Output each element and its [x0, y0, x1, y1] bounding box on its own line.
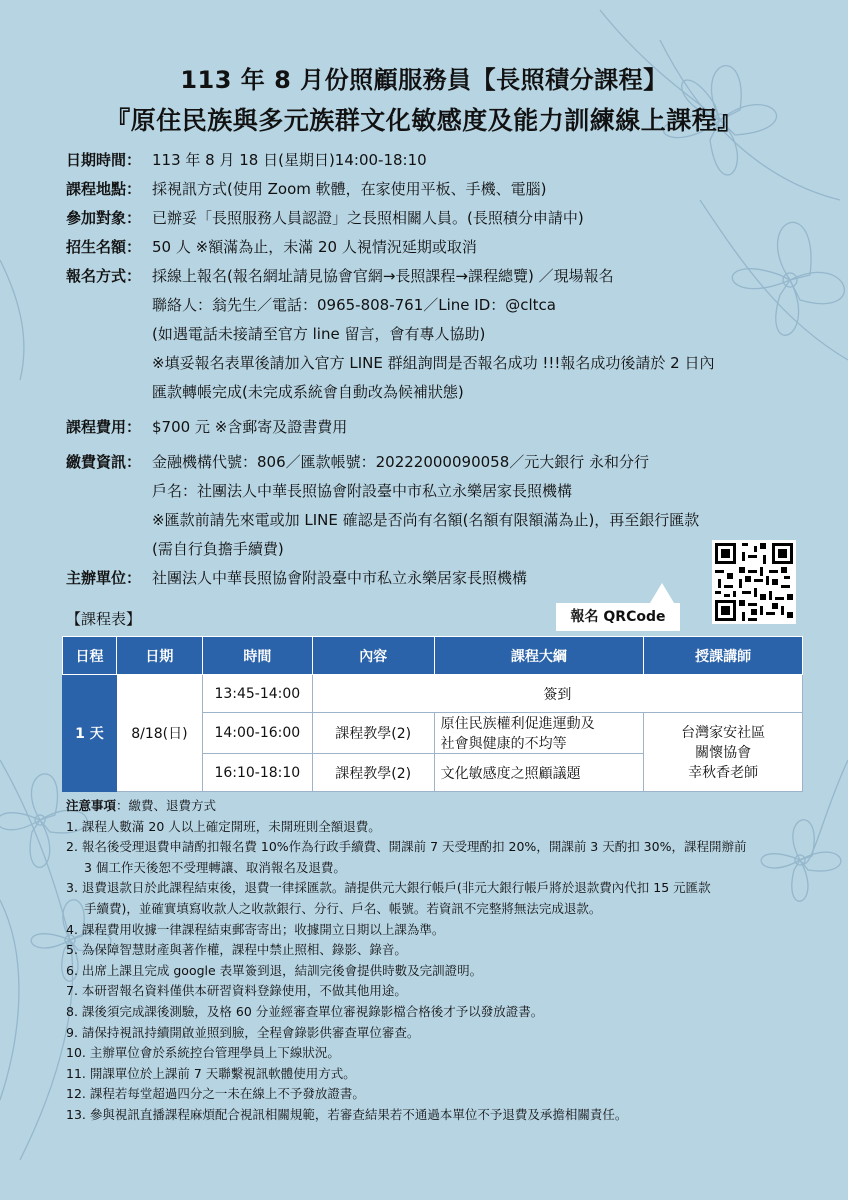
- list-item-continued: 手續費)，並確實填寫收款人之收款銀行、分行、戶名、帳號。若資訊不完整將無法完成退款。: [84, 900, 602, 916]
- schedule-title: 【課程表】: [66, 610, 142, 628]
- info-location-value: 採視訊方式(使用 Zoom 軟體，在家使用平板、手機、電腦): [152, 180, 547, 198]
- qr-code-image[interactable]: [712, 540, 796, 624]
- info-audience-label: 參加對象：: [66, 209, 142, 227]
- info-signup-payment-deadline: 匯款轉帳完成(未完成系統會自動改為候補狀態): [152, 383, 464, 401]
- header-content: 內容: [312, 637, 434, 675]
- schedule-time-cell: 13:45-14:00: [202, 675, 312, 713]
- schedule-content-cell: 課程教學(2): [312, 713, 434, 754]
- title-line-1: 113 年 8 月份照顧服務員【長照積分課程】: [180, 66, 668, 94]
- info-payment-label: 繳費資訊：: [66, 453, 142, 471]
- info-quota-label: 招生名額：: [66, 238, 142, 256]
- schedule-content-cell: 課程教學(2): [312, 754, 434, 792]
- schedule-header-row: [63, 637, 803, 675]
- info-signup-label: 報名方式：: [66, 267, 142, 285]
- info-date-value: 113 年 8 月 18 日(星期日)14:00-18:10: [152, 151, 427, 169]
- schedule-table: [62, 636, 803, 792]
- title-line-2: 『原住民族與多元族群文化敏感度及能力訓練線上課程』: [105, 106, 743, 135]
- list-item: 7. 本研習報名資料僅供本研習資料登錄使用，不做其他用途。: [66, 983, 407, 999]
- list-item: 5. 為保障智慧財產與著作權，課程中禁止照相、錄影、錄音。: [66, 942, 407, 958]
- notes-heading: 注意事項：繳費、退費方式: [66, 798, 217, 813]
- list-item: 9. 請保持視訊持續開啟並照到臉，全程會錄影供審查單位審查。: [66, 1024, 420, 1040]
- header-date: 日期: [116, 637, 202, 675]
- list-item: 10. 主辦單位會於系統控台管理學員上下線狀況。: [66, 1045, 340, 1061]
- qr-label-pointer: [650, 583, 674, 603]
- schedule-time-cell: 16:10-18:10: [202, 754, 312, 792]
- qr-code-icon: [715, 543, 793, 621]
- schedule-time-cell: 14:00-16:00: [202, 713, 312, 754]
- info-signup-contact: 聯絡人：翁先生／電話：0965-808-761／Line ID：@cltca: [152, 296, 556, 314]
- list-item: 13. 參與視訊直播課程麻煩配合視訊相關規範，若審查結果若不通過本單位不予退費及承擔相關責任。: [66, 1106, 628, 1122]
- list-item-continued: 3 個工作天後恕不受理轉讓、取消報名及退費。: [84, 859, 346, 875]
- schedule-signin-cell: 簽到: [312, 675, 802, 713]
- list-item: 1. 課程人數滿 20 人以上確定開班，未開班則全額退費。: [66, 818, 381, 834]
- info-fee-label: 課程費用：: [66, 418, 142, 436]
- info-signup-note: (如遇電話未接請至官方 line 留言，會有專人協助): [152, 325, 486, 343]
- info-date-label: 日期時間：: [66, 151, 142, 169]
- info-payment-account-name: 戶名：社團法人中華長照協會附設臺中市私立永樂居家長照機構: [152, 482, 573, 500]
- header-teacher: 授課講師: [644, 637, 803, 675]
- qr-code-label: 報名 QRCode: [556, 603, 680, 631]
- info-signup-line1: 採線上報名(報名網址請見協會官網→長照課程→課程總覽) ／現場報名: [152, 267, 614, 285]
- info-signup-line-group: ※填妥報名表單後請加入官方 LINE 群組詢問是否報名成功 !!!報名成功後請於 2 日內: [152, 354, 715, 372]
- schedule-day-cell: 1 天: [63, 675, 117, 792]
- teacher-line: 關懷協會: [695, 745, 752, 761]
- teacher-line: 幸秋香老師: [688, 765, 759, 781]
- info-quota-value: 50 人 ※額滿為止，未滿 20 人視情況延期或取消: [152, 238, 477, 256]
- outline-line: 原住民族權利促進運動及: [440, 716, 595, 732]
- list-item: 4. 課程費用收據一律課程結束郵寄寄出；收據開立日期以上課為準。: [66, 921, 445, 937]
- schedule-outline-cell: 文化敏感度之照顧議題: [434, 754, 644, 792]
- header-time: 時間: [202, 637, 312, 675]
- info-location-label: 課程地點：: [66, 180, 142, 198]
- list-item: 8. 課後須完成課後測驗，及格 60 分並經審查單位審視錄影檔合格後才予以發放證書。: [66, 1003, 544, 1019]
- info-payment-account: 金融機構代號：806／匯款帳號：20222000090058／元大銀行 永和分行: [152, 453, 650, 471]
- schedule-teacher-cell: [644, 713, 803, 792]
- list-item: 2. 報名後受理退費申請酌扣報名費 10%作為行政手續費、開課前 7 天受理酌扣 20%，開課前 3 天酌扣 30%，課程開辦前: [66, 839, 747, 855]
- teacher-line: 台灣家安社區: [681, 725, 766, 741]
- list-item: 12. 課程若每堂超過四分之一未在線上不予發放證書。: [66, 1086, 365, 1102]
- header-outline: 課程大綱: [434, 637, 644, 675]
- list-item: 11. 開課單位於上課前 7 天聯繫視訊軟體使用方式。: [66, 1065, 356, 1081]
- table-row: [63, 675, 803, 713]
- info-payment-note: ※匯款前請先來電或加 LINE 確認是否尚有名額(名額有限額滿為止)，再至銀行匯款: [152, 511, 700, 529]
- notes-section: [66, 796, 806, 1126]
- outline-line: 社會與健康的不均等: [440, 736, 567, 752]
- list-item: 6. 出席上課且完成 google 表單簽到退，結訓完後會提供時數及完訓證明。: [66, 962, 483, 978]
- info-organizer-label: 主辦單位：: [66, 569, 142, 587]
- info-payment-fee-note: (需自行負擔手續費): [152, 540, 284, 558]
- schedule-date-cell: 8/18(日): [116, 675, 202, 792]
- list-item: 3. 退費退款日於此課程結束後，退費一律採匯款。請提供元大銀行帳戶(非元大銀行帳戶將於退款費內代扣 15 元匯款: [66, 880, 711, 896]
- header-day-count: 日程: [63, 637, 117, 675]
- info-fee-value: $700 元 ※含郵寄及證書費用: [152, 418, 348, 436]
- info-organizer-value: 社團法人中華長照協會附設臺中市私立永樂居家長照機構: [152, 569, 528, 587]
- info-audience-value: 已辦妥「長照服務人員認證」之長照相關人員。(長照積分申請中): [152, 209, 584, 227]
- schedule-outline-cell: [434, 713, 644, 754]
